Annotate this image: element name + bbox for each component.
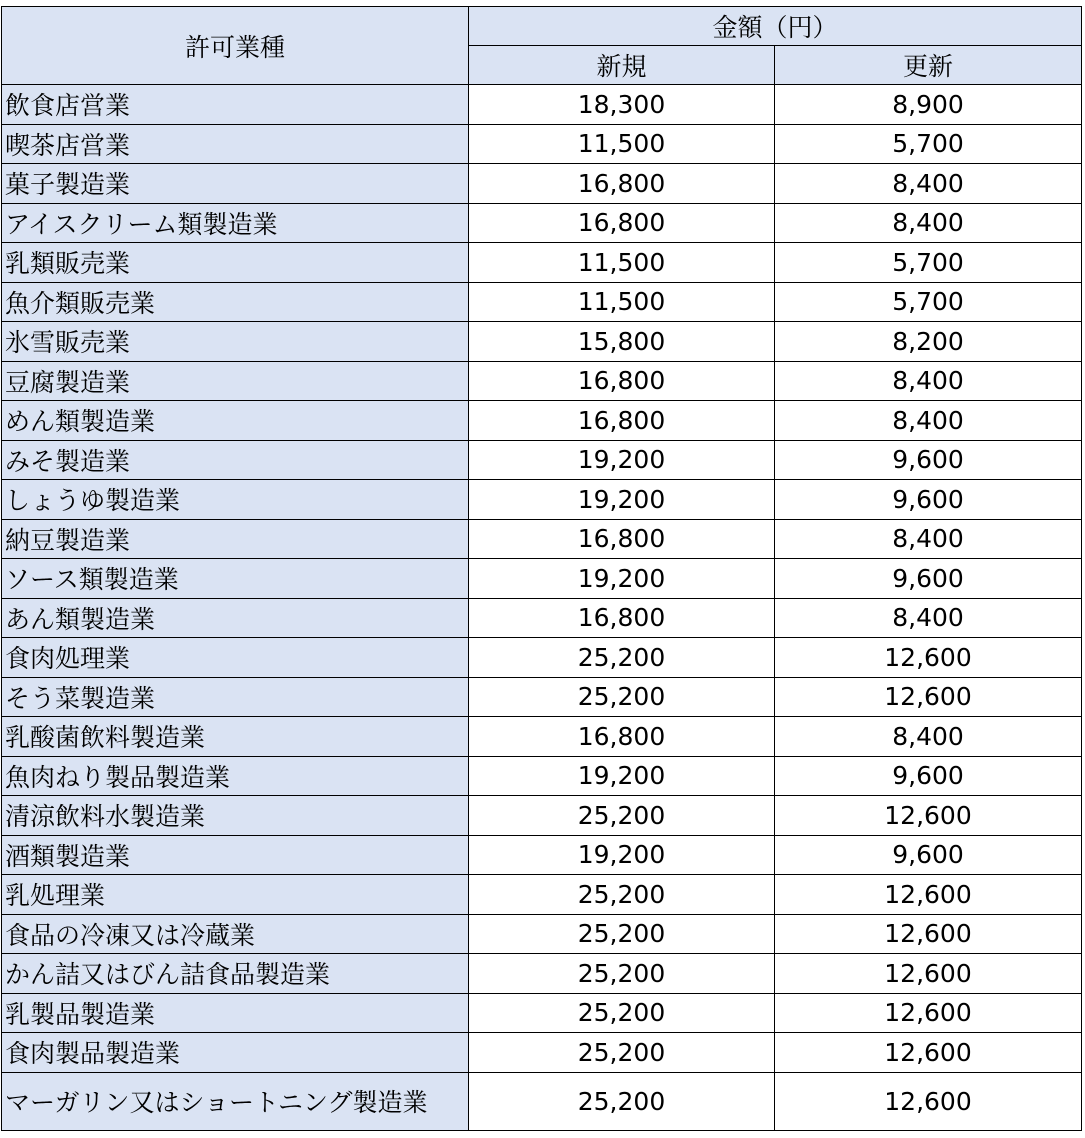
- table-row: [2, 282, 1082, 322]
- renewal-fee-cell: 12,600: [775, 993, 1082, 1033]
- table-row: [2, 124, 1082, 164]
- license-type-cell: 氷雪販売業: [2, 322, 469, 362]
- new-fee-cell: 25,200: [469, 993, 775, 1033]
- header-new: 新規: [469, 46, 775, 85]
- renewal-fee-cell: 12,600: [775, 914, 1082, 954]
- table-row: [2, 480, 1082, 520]
- renewal-fee-cell: 5,700: [775, 243, 1082, 283]
- renewal-fee-cell: 8,400: [775, 717, 1082, 757]
- license-type-cell: めん類製造業: [2, 401, 469, 441]
- license-type-cell: 酒類製造業: [2, 835, 469, 875]
- license-type-cell: そう菜製造業: [2, 677, 469, 717]
- renewal-fee-cell: 8,400: [775, 203, 1082, 243]
- table-row: [2, 322, 1082, 362]
- new-fee-cell: 25,200: [469, 796, 775, 836]
- new-fee-cell: 19,200: [469, 440, 775, 480]
- renewal-fee-cell: 8,400: [775, 164, 1082, 204]
- table-row: [2, 243, 1082, 283]
- renewal-fee-cell: 9,600: [775, 559, 1082, 599]
- renewal-fee-cell: 8,900: [775, 85, 1082, 125]
- table-row: [2, 559, 1082, 599]
- table-row: [2, 993, 1082, 1033]
- license-type-cell: 食肉製品製造業: [2, 1033, 469, 1073]
- renewal-fee-cell: 5,700: [775, 124, 1082, 164]
- renewal-fee-cell: 8,400: [775, 401, 1082, 441]
- license-type-cell: 乳処理業: [2, 875, 469, 915]
- license-type-cell: 菓子製造業: [2, 164, 469, 204]
- table-row: [2, 401, 1082, 441]
- table-row: [2, 1072, 1082, 1130]
- new-fee-cell: 25,200: [469, 1033, 775, 1073]
- new-fee-cell: 19,200: [469, 559, 775, 599]
- new-fee-cell: 25,200: [469, 875, 775, 915]
- license-type-cell: 乳類販売業: [2, 243, 469, 283]
- new-fee-cell: 25,200: [469, 1072, 775, 1130]
- table-row: [2, 756, 1082, 796]
- header-renewal: 更新: [775, 46, 1082, 85]
- table-row: [2, 914, 1082, 954]
- new-fee-cell: 16,800: [469, 164, 775, 204]
- table-row: [2, 361, 1082, 401]
- table-row: [2, 164, 1082, 204]
- license-type-cell: 喫茶店営業: [2, 124, 469, 164]
- license-type-cell: マーガリン又はショートニング製造業: [2, 1072, 469, 1130]
- new-fee-cell: 19,200: [469, 756, 775, 796]
- renewal-fee-cell: 8,400: [775, 598, 1082, 638]
- table-row: [2, 519, 1082, 559]
- license-type-cell: ソース類製造業: [2, 559, 469, 599]
- renewal-fee-cell: 8,400: [775, 361, 1082, 401]
- new-fee-cell: 25,200: [469, 677, 775, 717]
- license-type-cell: みそ製造業: [2, 440, 469, 480]
- license-type-cell: 食肉処理業: [2, 638, 469, 678]
- new-fee-cell: 15,800: [469, 322, 775, 362]
- license-type-cell: 乳酸菌飲料製造業: [2, 717, 469, 757]
- header-category: 許可業種: [2, 7, 469, 85]
- renewal-fee-cell: 12,600: [775, 954, 1082, 994]
- new-fee-cell: 16,800: [469, 598, 775, 638]
- table-row: [2, 875, 1082, 915]
- license-type-cell: 清涼飲料水製造業: [2, 796, 469, 836]
- new-fee-cell: 16,800: [469, 519, 775, 559]
- new-fee-cell: 25,200: [469, 954, 775, 994]
- table-header: [2, 7, 1082, 85]
- license-type-cell: あん類製造業: [2, 598, 469, 638]
- new-fee-cell: 19,200: [469, 480, 775, 520]
- new-fee-cell: 11,500: [469, 124, 775, 164]
- table-row: [2, 835, 1082, 875]
- new-fee-cell: 11,500: [469, 282, 775, 322]
- renewal-fee-cell: 12,600: [775, 638, 1082, 678]
- table-row: [2, 638, 1082, 678]
- license-type-cell: 食品の冷凍又は冷蔵業: [2, 914, 469, 954]
- license-type-cell: 飲食店営業: [2, 85, 469, 125]
- renewal-fee-cell: 12,600: [775, 796, 1082, 836]
- table-row: [2, 954, 1082, 994]
- table-row: [2, 1033, 1082, 1073]
- renewal-fee-cell: 12,600: [775, 1072, 1082, 1130]
- license-type-cell: 納豆製造業: [2, 519, 469, 559]
- renewal-fee-cell: 9,600: [775, 835, 1082, 875]
- table-row: [2, 796, 1082, 836]
- new-fee-cell: 11,500: [469, 243, 775, 283]
- renewal-fee-cell: 12,600: [775, 677, 1082, 717]
- header-amount-group: 金額（円）: [469, 7, 1082, 46]
- table-row: [2, 598, 1082, 638]
- license-type-cell: 魚介類販売業: [2, 282, 469, 322]
- table-row: [2, 677, 1082, 717]
- license-type-cell: 豆腐製造業: [2, 361, 469, 401]
- new-fee-cell: 18,300: [469, 85, 775, 125]
- license-type-cell: 魚肉ねり製品製造業: [2, 756, 469, 796]
- new-fee-cell: 16,800: [469, 717, 775, 757]
- new-fee-cell: 16,800: [469, 203, 775, 243]
- renewal-fee-cell: 9,600: [775, 756, 1082, 796]
- renewal-fee-cell: 12,600: [775, 875, 1082, 915]
- table-row: [2, 203, 1082, 243]
- renewal-fee-cell: 9,600: [775, 440, 1082, 480]
- renewal-fee-cell: 12,600: [775, 1033, 1082, 1073]
- new-fee-cell: 25,200: [469, 638, 775, 678]
- license-type-cell: アイスクリーム類製造業: [2, 203, 469, 243]
- new-fee-cell: 16,800: [469, 361, 775, 401]
- license-fee-table: [1, 6, 1082, 1131]
- license-type-cell: 乳製品製造業: [2, 993, 469, 1033]
- table-body: [2, 85, 1082, 1131]
- new-fee-cell: 25,200: [469, 914, 775, 954]
- renewal-fee-cell: 8,400: [775, 519, 1082, 559]
- new-fee-cell: 19,200: [469, 835, 775, 875]
- table-row: [2, 440, 1082, 480]
- table-row: [2, 717, 1082, 757]
- renewal-fee-cell: 9,600: [775, 480, 1082, 520]
- license-type-cell: しょうゆ製造業: [2, 480, 469, 520]
- table-row: [2, 85, 1082, 125]
- renewal-fee-cell: 8,200: [775, 322, 1082, 362]
- license-type-cell: かん詰又はびん詰食品製造業: [2, 954, 469, 994]
- renewal-fee-cell: 5,700: [775, 282, 1082, 322]
- new-fee-cell: 16,800: [469, 401, 775, 441]
